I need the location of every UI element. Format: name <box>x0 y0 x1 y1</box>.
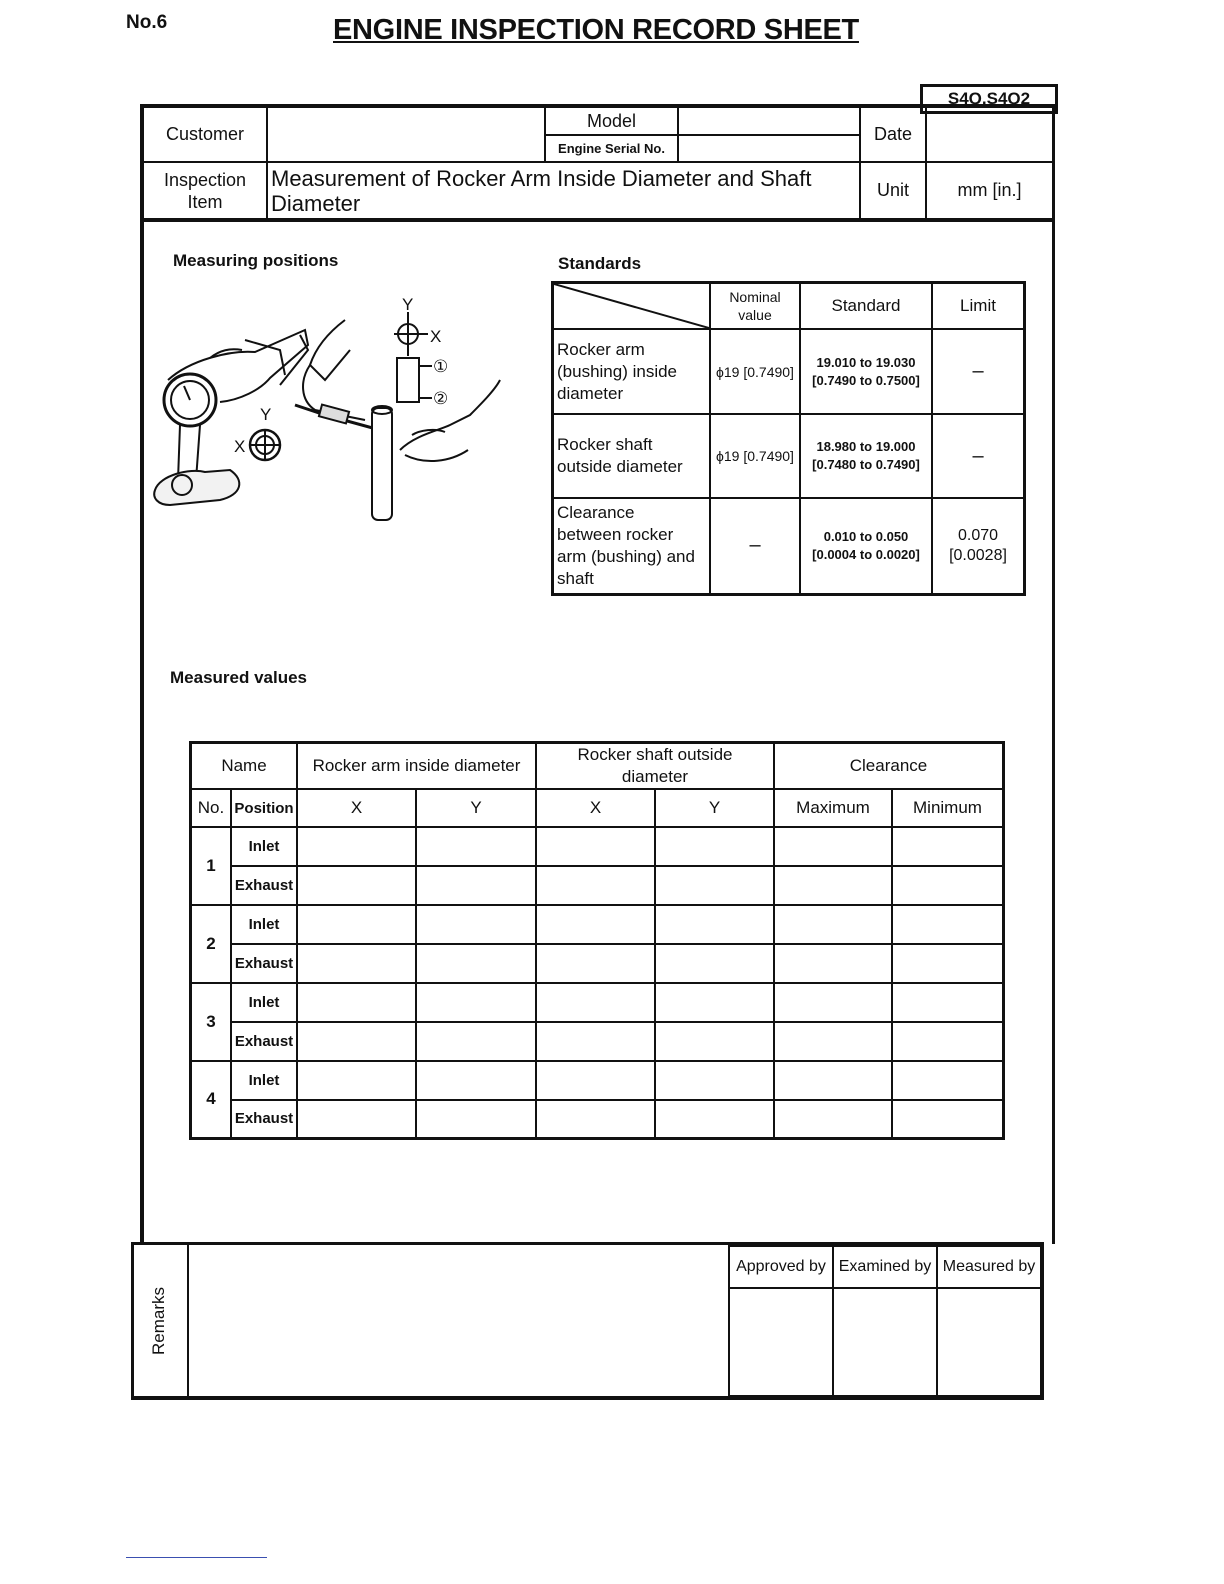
std-row2-name-line2: outside diameter <box>557 457 683 476</box>
cell-input[interactable] <box>297 905 416 944</box>
inspection-item-line2: Diameter <box>271 190 361 216</box>
inspection-label-line1: Inspection <box>163 169 247 190</box>
cell-input[interactable] <box>892 905 1004 944</box>
col-nominal-line2: value <box>738 307 772 323</box>
std-row2-name-line1: Rocker shaft <box>557 435 653 454</box>
diagram-x-top: X <box>430 327 442 346</box>
diagram-pos2: ② <box>433 389 449 408</box>
cell-input[interactable] <box>416 983 536 1022</box>
position-exhaust: Exhaust <box>231 944 297 983</box>
header-table <box>140 104 1055 222</box>
inspection-item-label <box>142 162 267 220</box>
standards-label: Standards <box>558 254 642 273</box>
std-row3-standard-line2: [0.0004 to 0.0020] <box>812 546 920 562</box>
cell-input[interactable] <box>536 1022 655 1061</box>
position-inlet: Inlet <box>231 983 297 1022</box>
std-row2-limit <box>932 414 1025 498</box>
std-row3-standard <box>800 498 932 594</box>
cell-input[interactable] <box>297 944 416 983</box>
col-nominal-line1: Nominal <box>729 289 781 305</box>
measured-values-table <box>189 741 1005 1140</box>
col-position: Position <box>231 789 297 827</box>
std-row3-name-line1: Clearance <box>557 502 635 522</box>
std-row1-name-line3: diameter <box>557 383 624 403</box>
std-row2-limit-line1: – <box>972 444 984 467</box>
cell-input[interactable] <box>297 827 416 866</box>
std-row1-name-line2: (bushing) inside <box>557 361 678 381</box>
col-standard: Standard <box>800 283 932 330</box>
std-row2-standard-line2: [0.7480 to 0.7490] <box>812 457 920 472</box>
measuring-positions-label: Measuring positions <box>173 251 339 270</box>
cyl-no: 4 <box>191 1061 232 1138</box>
col-shaft-x: X <box>536 789 655 827</box>
cell-input[interactable] <box>774 1061 892 1100</box>
cell-input[interactable] <box>892 944 1004 983</box>
std-row1-standard <box>800 329 932 414</box>
cyl-no: 1 <box>191 827 232 905</box>
cell-input[interactable] <box>655 1061 774 1100</box>
cell-input[interactable] <box>892 866 1004 905</box>
signature-table <box>728 1245 1042 1397</box>
customer-label: Customer <box>142 106 267 162</box>
table-row <box>191 1061 1004 1100</box>
cell-input[interactable] <box>774 1022 892 1061</box>
cell-input[interactable] <box>536 1100 655 1138</box>
cyl-no: 2 <box>191 905 232 983</box>
std-row-name <box>553 414 711 498</box>
table-row <box>191 944 1004 983</box>
std-row3-name-line4: shaft <box>557 568 594 588</box>
date-field[interactable] <box>926 106 1054 162</box>
col-shaft-line1: Rocker shaft outside <box>577 745 733 764</box>
table-row <box>191 1022 1004 1061</box>
cell-input[interactable] <box>416 1100 536 1138</box>
std-row3-name-line3: arm (bushing) and <box>557 546 695 566</box>
measured-by-signature[interactable] <box>937 1288 1041 1396</box>
cell-input[interactable] <box>536 905 655 944</box>
cell-input[interactable] <box>536 983 655 1022</box>
std-row3-limit-line2: [0.0028] <box>949 546 1007 564</box>
cell-input[interactable] <box>297 983 416 1022</box>
std-row3-nominal: – <box>710 498 800 594</box>
col-arm-x: X <box>297 789 416 827</box>
std-row-name <box>553 329 711 414</box>
std-row2-standard <box>800 414 932 498</box>
inspection-label-line2: Item <box>187 191 223 212</box>
cell-input[interactable] <box>655 944 774 983</box>
cell-input[interactable] <box>774 905 892 944</box>
cell-input[interactable] <box>892 1061 1004 1100</box>
std-row1-name-line1: Rocker arm <box>557 339 645 359</box>
std-row1-standard-line1: 19.010 to 19.030 <box>816 354 916 370</box>
col-name: Name <box>191 743 298 790</box>
cell-input[interactable] <box>655 866 774 905</box>
cell-input[interactable] <box>774 1100 892 1138</box>
col-clearance: Clearance <box>774 743 1004 790</box>
cell-input[interactable] <box>774 944 892 983</box>
cell-input[interactable] <box>892 1100 1004 1138</box>
diagram-y-left: Y <box>260 405 272 424</box>
col-arm-y: Y <box>416 789 536 827</box>
measured-values-label: Measured values <box>170 668 308 687</box>
position-exhaust: Exhaust <box>231 866 297 905</box>
table-row <box>191 1100 1004 1138</box>
standards-table <box>551 281 1026 596</box>
serial-field[interactable] <box>678 135 860 162</box>
std-row3-standard-line1: 0.010 to 0.050 <box>823 528 909 544</box>
diagram-y-top: Y <box>402 295 414 314</box>
cell-input[interactable] <box>536 1061 655 1100</box>
cell-input[interactable] <box>416 905 536 944</box>
cyl-no: 3 <box>191 983 232 1061</box>
std-row-name <box>553 498 711 594</box>
std-row3-limit <box>932 498 1025 594</box>
cell-input[interactable] <box>774 866 892 905</box>
col-no: No. <box>191 789 232 827</box>
diagonal-line-icon <box>554 284 709 328</box>
inspection-item-line1: Measurement of Rocker Arm Inside Diameter and Shaft <box>271 165 812 191</box>
table-row <box>191 827 1004 866</box>
col-nominal-value <box>710 283 800 330</box>
position-inlet: Inlet <box>231 905 297 944</box>
diagram-pos1: ① <box>433 357 449 376</box>
cell-input[interactable] <box>416 866 536 905</box>
std-row1-standard-line2: [0.7490 to 0.7500] <box>812 372 920 388</box>
col-clearance-min: Minimum <box>892 789 1004 827</box>
cell-input[interactable] <box>416 1061 536 1100</box>
position-inlet: Inlet <box>231 827 297 866</box>
table-row <box>191 905 1004 944</box>
col-shaft-line2: diameter <box>621 767 689 786</box>
position-inlet: Inlet <box>231 1061 297 1100</box>
serial-label: Engine Serial No. <box>545 135 678 162</box>
unit-value: mm [in.] <box>926 162 1054 220</box>
remarks-label: Remarks <box>149 1286 168 1356</box>
measuring-diagram <box>150 290 530 530</box>
position-exhaust: Exhaust <box>231 1100 297 1138</box>
cell-input[interactable] <box>297 1100 416 1138</box>
examined-by-signature[interactable] <box>833 1288 937 1396</box>
cell-input[interactable] <box>655 983 774 1022</box>
table-row <box>191 983 1004 1022</box>
col-clearance-max: Maximum <box>774 789 892 827</box>
std-row2-standard-line1: 18.980 to 19.000 <box>816 439 916 454</box>
cell-input[interactable] <box>892 983 1004 1022</box>
remarks-label-cell <box>131 1242 189 1400</box>
cell-input[interactable] <box>774 983 892 1022</box>
footer-rule <box>126 1557 267 1558</box>
std-row1-limit <box>932 329 1025 414</box>
unit-label: Unit <box>860 162 926 220</box>
cell-input[interactable] <box>297 866 416 905</box>
cell-input[interactable] <box>297 1022 416 1061</box>
model-label: Model <box>545 106 678 135</box>
approved-by-label: Approved by <box>729 1246 833 1288</box>
cell-input[interactable] <box>655 905 774 944</box>
cell-input[interactable] <box>416 1022 536 1061</box>
examined-by-label: Examined by <box>833 1246 937 1288</box>
cell-input[interactable] <box>297 1061 416 1100</box>
date-label: Date <box>860 106 926 162</box>
cell-input[interactable] <box>774 827 892 866</box>
col-rocker-arm-inside: Rocker arm inside diameter <box>297 743 536 790</box>
cell-input[interactable] <box>536 827 655 866</box>
cell-input[interactable] <box>892 827 1004 866</box>
diagram-x-left: X <box>234 437 246 456</box>
col-shaft-y: Y <box>655 789 774 827</box>
customer-field[interactable] <box>267 106 545 162</box>
model-field[interactable] <box>678 106 860 135</box>
approved-by-signature[interactable] <box>729 1288 833 1396</box>
position-exhaust: Exhaust <box>231 1022 297 1061</box>
standards-corner-cell <box>553 283 711 330</box>
std-row1-nominal: ϕ19 [0.7490] <box>710 329 800 414</box>
measured-by-label: Measured by <box>937 1246 1041 1288</box>
cell-input[interactable] <box>536 866 655 905</box>
std-row3-limit-line1: 0.070 <box>957 526 999 544</box>
table-row <box>191 866 1004 905</box>
cell-input[interactable] <box>416 827 536 866</box>
cell-input[interactable] <box>892 1022 1004 1061</box>
cell-input[interactable] <box>655 1022 774 1061</box>
col-limit: Limit <box>932 283 1025 330</box>
model-tag: S4Q,S4Q2 <box>920 84 1058 114</box>
cell-input[interactable] <box>655 827 774 866</box>
cell-input[interactable] <box>655 1100 774 1138</box>
cell-input[interactable] <box>536 944 655 983</box>
document-number: No.6 <box>126 12 168 33</box>
std-row3-name-line2: between rocker <box>557 524 674 544</box>
inspection-item-value <box>267 162 860 220</box>
std-row2-nominal: ϕ19 [0.7490] <box>710 414 800 498</box>
col-rocker-shaft-outside <box>536 743 774 790</box>
page-title: ENGINE INSPECTION RECORD SHEET <box>333 14 859 46</box>
cell-input[interactable] <box>416 944 536 983</box>
std-row1-limit-line1: – <box>972 360 984 382</box>
